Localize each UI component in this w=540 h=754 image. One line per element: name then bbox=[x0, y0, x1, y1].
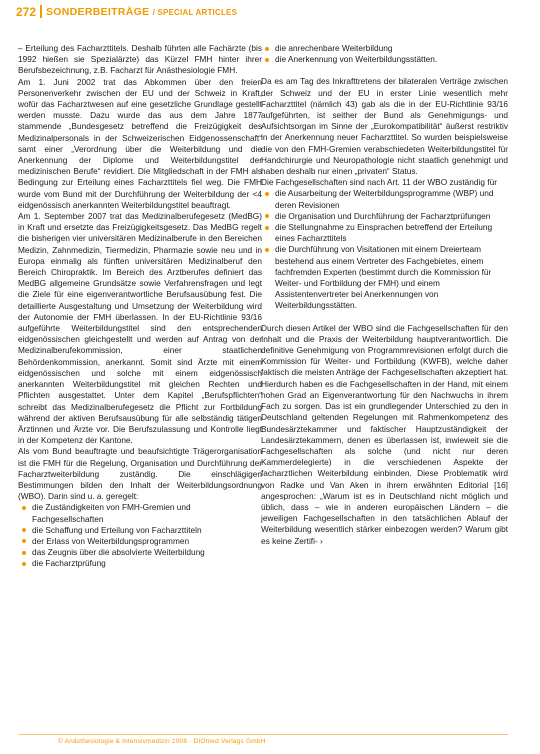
list-item: die Anerkennung von Weiterbildungsstätten. bbox=[275, 54, 508, 65]
footer-text: © Anästhesiologie & Intensivmedizin 2008 · DIOmed Verlags GmbH bbox=[58, 738, 266, 745]
list-item: die Durchführung von Visitationen mit einem Dreierteam bestehend aus einem Vertreter des Fachgebietes, einem fachfremden Experten (bestimmt durch die Kommission für Weiter- und Fortbildung der FMH) und einem Assistentenvertreter bei Anerkennungen von Weiterbildungsstätten. bbox=[275, 244, 508, 311]
left-paragraph-3: Am 1. September 2007 trat das Medizinalberufegesetz (MedBG) in Kraft und ersetzte das Freizügigkeitsgesetz. Das MedBG regelt die bisherigen vier universitären Medizinalberufe in den Bereichen Medizin, Zahnmedizin, Tiermedizin, Pharmazie sowie neu und in Europa einmalig als fünften universitären Medizinalberuf den Bereich Chiropraktik. Im Bereich des Arztberufes definiert das MedBG allgemeine Grundsätze sowie Verfahrensfragen und legt die Ziele für eine eigenverantwortliche Berufsausübung fest. Die detaillierte Ausgestaltung und Umsetzung der Weiterbildung wird der Autonomie der FMH überlassen. In der EU-Richtlinie 93/16 aufgeführte Weiterbildungstitel sind den entsprechenden eidgenössischen gleichgestellt und werden auf Antrag von der Medizinalberufekommission, einer staatlichen Behördenkommission, anerkannt. Somit sind Ärzte mit einem eidgenössischen und solche mit einem eidgenössisch anerkannten Weiterbildungstitel mit gleichen Rechten und Pflichten ausgestattet. Unter dem Kapitel „Berufspflichten“ schreibt das Medizinalberufegesetz die Pflicht zur Fortbildung während der aktiven Berufsausübung für alle selbständig tätigen Ärztinnen und Ärzte vor. Die Berufszulassung und Kontrolle liegt in der Kompetenz der Kantone. bbox=[18, 211, 262, 446]
list-item: die Facharztprüfung bbox=[32, 558, 262, 569]
right-paragraph-2: Die Fachgesellschaften sind nach Art. 11 der WBO zuständig für bbox=[261, 177, 497, 188]
page-number: 272 bbox=[16, 5, 37, 19]
page-header bbox=[0, 0, 540, 26]
left-paragraph-4: Als vom Bund beauftragte und beaufsichtigte Trägerorganisation ist die FMH für die Regelung, Organisation und Durchführung der Facharztweiterbildung zuständig. Die einschlägigen Bestimmungen bilden den Inhalt der Weiterbildungsordnung (WBO). Darin sind u. a. geregelt: bbox=[18, 446, 262, 502]
footer-rule bbox=[18, 734, 508, 735]
list-item: die Organisation und Durchführung der Facharztprüfungen bbox=[275, 211, 508, 222]
list-item: die Schaffung und Erteilung von Facharzttiteln bbox=[32, 525, 262, 536]
page-footer bbox=[0, 734, 540, 754]
list-item: die Ausarbeitung der Weiterbildungsprogramme (WBP) und deren Revisionen bbox=[275, 188, 508, 210]
list-item: das Zeugnis über die absolvierte Weiterbildung bbox=[32, 547, 262, 558]
list-item: die anrechenbare Weiterbildung bbox=[275, 43, 508, 54]
list-item: die Zuständigkeiten von FMH-Gremien und Fachgesellschaften bbox=[32, 502, 262, 524]
left-paragraph-2: Am 1. Juni 2002 trat das Abkommen über den freien Personenverkehr zwischen der EU und der Schweiz in Kraft, wofür das Facharztwesen auf eine gesetzliche Grundlage gestellt werden musste. Dazu wurde das aus dem Jahre 1877 stammende „Bundesgesetz betreffend die Freizügigkeit des Medizinalpersonals in der Schweizerischen Eidgenossenschaft“ samt einer „Verordnung über die Weiterbildung und die Anerkennung der Diplome und Weiterbildungstitel der medizinischen Berufe“ revidiert. Die Mitgliedschaft in der FMH als Bedingung zur Erteilung eines Facharzttitels fiel weg. Die FMH wurde vom Bund mit der Durchführung der Weiterbildung der <4 eidgenössisch anerkannten Weiterbildungstitel beauftragt. bbox=[18, 76, 262, 210]
list-item: der Erlass von Weiterbildungsprogrammen bbox=[32, 536, 262, 547]
header-divider bbox=[40, 5, 42, 18]
section-title bbox=[46, 6, 237, 18]
wbo-rules-list bbox=[18, 502, 262, 569]
section-title-main: SONDERBEITRÄGE bbox=[46, 6, 150, 18]
left-column bbox=[18, 43, 262, 570]
list-item: die Stellungnahme zu Einsprachen betreffend der Erteilung eines Facharzttitels bbox=[275, 222, 508, 244]
wbo-rules-list-continued bbox=[261, 43, 508, 65]
right-paragraph-3: Durch diesen Artikel der WBO sind die Fachgesellschaften für den Inhalt und die Praxis der Weiterbildung hauptverantwortlich. Die definitive Genehmigung von Programmrevisionen erfolgt durch die Kommission für Weiter- und Fortbildung (KWFB), welche daher faktisch die meisten Anträge der Fachgesellschaften akzeptiert hat. Hierdurch haben es die Fachgesellschaften in der Hand, mit einem hohen Grad an Eigenverantwortung für den Nachwuchs in ihrem Fach zu sorgen. Das ist ein grundlegender Unterschied zu den in Deutschland geltenden Regelungen mit Rahmenkompetenz des Bundesärztekammer und faktischer Hauptzuständigkeit der Landesärztekammern, denen es überlassen ist, inwieweit sie die Fachgesellschaften als solche (und nicht nur deren Kammerdelegierte) in die verschiedenen Aspekte der facharztlichen Weiterbildung einbinden. Diese Problematik wird von Radke und Van Aken in ihrem erwähnten Editorial [16] angesprochen: „Warum ist es in Deutschland nicht möglich und üblich, dass – wie in anderen europäischen Ländern – die jeweiligen Fachgesellschaften in den tatsächlichen Ablauf der Weiterbildung wesentlich stärker einbezogen werden? Warum gibt es keine Zertifi- › bbox=[261, 322, 508, 546]
section-title-sub: / SPECIAL ARTICLES bbox=[152, 8, 238, 17]
right-paragraph-1: Da es am Tag des Inkrafttretens der bilateralen Verträge zwischen der Schweiz und der EU in erster Linie wesentlich mehr Facharzttitel (nämlich 43) gab als die in der EU-Richtlinie 93/16 aufgeführten, ist seither der Bund als Genehmigungs- und Aufsichtsorgan im Sinne der „Eurokompatibilität“ äußerst restriktiv in der Anerkennung neuer Facharzttitel. So wurden beispielsweise die von den FMH-Gremien verabschiedeten Weiterbildungstitel für Handchirurgie und Neuropathologie nicht staatlich genehmigt und haben deshalb nur einen „privaten“ Status. bbox=[261, 76, 508, 177]
right-column bbox=[261, 43, 508, 547]
left-paragraph-1: – Erteilung des Facharzttitels. Deshalb führten alle Fachärzte (bis 1992 hießen sie Spezialärzte) das Kürzel FMH hinter ihrer Berufsbezeichnung, z.B. Facharzt für Anästhesiologie FMH. bbox=[18, 43, 262, 76]
society-duties-list bbox=[261, 188, 508, 311]
